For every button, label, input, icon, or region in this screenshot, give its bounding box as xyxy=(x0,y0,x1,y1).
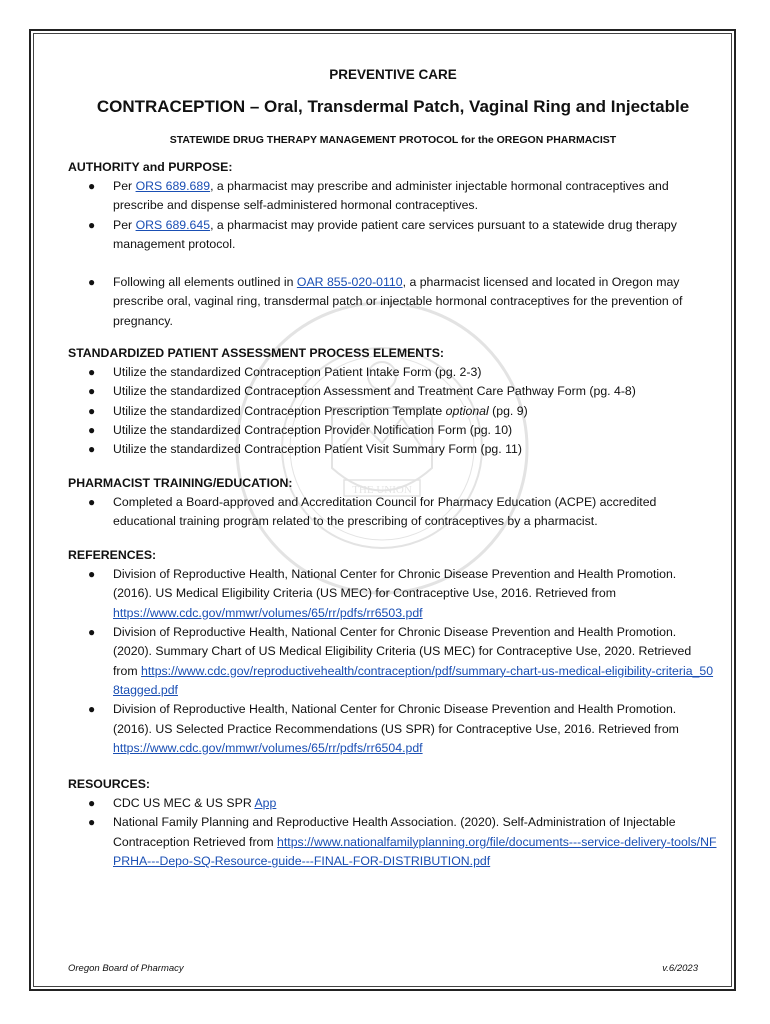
section-label: PREVENTIVE CARE xyxy=(329,67,457,82)
cdc-us-spr-link[interactable]: https://www.cdc.gov/mmwr/volumes/65/rr/pdfs/rr6504.pdf xyxy=(113,740,423,755)
list-item: ● Utilize the standardized Contraception Prescription Template optional (pg. 9) xyxy=(68,402,718,421)
document-subtitle: STATEWIDE DRUG THERAPY MANAGEMENT PROTOCOL for the OREGON PHARMACIST xyxy=(169,134,617,146)
cdc-us-mec-link[interactable]: https://www.cdc.gov/mmwr/volumes/65/rr/pdfs/rr6503.pdf xyxy=(113,605,423,620)
ors-689-645-link[interactable]: ORS 689.645 xyxy=(135,217,211,232)
list-item: ● National Family Planning and Reproductive Health Association. (2020). Self-Administration of Injectable Contraception Retrieved from https://www.nationalfamilyplanning.org/file/documents---service-delivery-tools/NFPRHA---Depo-SQ-Resource-guide---FINAL-FOR-DISTRIBUTION.pdf xyxy=(88,815,717,869)
references-list xyxy=(68,565,718,758)
list-item: ● Per ORS 689.645, a pharmacist may provide patient care services pursuant to a statewide drug therapy management protocol. xyxy=(88,217,677,251)
authority-list xyxy=(68,177,718,331)
assessment-heading: STANDARDIZED PATIENT ASSESSMENT PROCESS ELEMENTS: xyxy=(68,346,444,361)
list-item: ● CDC US MEC & US SPR App xyxy=(68,794,718,813)
bullet-icon: ● xyxy=(88,403,96,418)
seal-text: THE UNION xyxy=(352,484,412,496)
references-heading: REFERENCES: xyxy=(68,548,157,563)
training-heading: PHARMACIST TRAINING/EDUCATION: xyxy=(68,475,293,490)
bullet-icon: ● xyxy=(88,702,96,717)
page-footer xyxy=(68,963,698,974)
bullet-icon: ● xyxy=(88,365,96,380)
list-item: ● Utilize the standardized Contraception Patient Intake Form (pg. 2-3) xyxy=(68,363,718,382)
bullet-icon: ● xyxy=(88,422,96,437)
resources-heading: RESOURCES: xyxy=(68,777,150,792)
bullet-icon: ● xyxy=(88,384,96,399)
list-item: ● Utilize the standardized Contraception Provider Notification Form (pg. 10) xyxy=(68,421,718,440)
ors-689-689-link[interactable]: ORS 689.689 xyxy=(135,179,211,193)
bullet-icon: ● xyxy=(88,442,96,457)
bullet-icon: ● xyxy=(88,815,96,830)
training-list xyxy=(68,493,718,532)
authority-heading: AUTHORITY and PURPOSE: xyxy=(68,160,233,174)
bullet-icon: ● xyxy=(88,179,96,193)
nfprha-resource-link[interactable]: https://www.nationalfamilyplanning.org/file/documents---service-delivery-tools/NFPRHA---Depo-SQ-Resource-guide---FINAL-FOR-DISTRIBUTION.pdf xyxy=(113,834,717,869)
list-item: ● Utilize the standardized Contraception Patient Visit Summary Form (pg. 11) xyxy=(68,440,718,459)
bullet-icon: ● xyxy=(88,275,96,290)
list-item: ● Division of Reproductive Health, National Center for Chronic Disease Prevention and Health Promotion. (2016). US Medical Eligibility Criteria (US MEC) for Contraceptive Use, 2016. Retrieved from https://www.cdc.gov/mmwr/volumes/65/rr/pdfs/rr6503.pdf xyxy=(88,567,677,620)
footer-version: v.6/2023 xyxy=(662,963,698,974)
resources-list xyxy=(68,794,718,871)
document-body xyxy=(68,64,718,871)
bullet-icon: ● xyxy=(88,494,96,509)
bullet-icon: ● xyxy=(88,625,96,640)
assessment-list xyxy=(68,363,718,459)
document-title: CONTRACEPTION – Oral, Transdermal Patch, Vaginal Ring and Injectable xyxy=(96,97,690,116)
cdc-app-link[interactable]: App xyxy=(254,796,277,811)
list-item: ● Division of Reproductive Health, National Center for Chronic Disease Prevention and Health Promotion. (2016). US Selected Practice Recommendations (US SPR) for Contraceptive Use, 2016. Retrieved from https://www.cdc.gov/mmwr/volumes/65/rr/pdfs/rr6504.pdf xyxy=(88,702,679,755)
list-item: ● Utilize the standardized Contraception Assessment and Treatment Care Pathway Form (pg. 4-8) xyxy=(68,382,718,401)
list-item: ● Per ORS 689.689, a pharmacist may prescribe and administer injectable hormonal contraceptives and prescribe and dispense self-administered hormonal contraceptives. xyxy=(88,179,669,213)
bullet-icon: ● xyxy=(88,567,96,582)
cdc-summary-chart-link[interactable]: https://www.cdc.gov/reproductivehealth/contraception/pdf/summary-chart-us-medical-eligibility-criteria_508tagged.pdf xyxy=(113,663,714,697)
oar-855-020-0110-link[interactable]: OAR 855-020-0110 xyxy=(296,275,403,290)
bullet-icon: ● xyxy=(88,796,96,811)
list-item: ● Completed a Board-approved and Accreditation Council for Pharmacy Education (ACPE) accredited educational training program related to the prescribing of contraceptives by a pharmacist. xyxy=(88,494,657,528)
list-item: ● Division of Reproductive Health, National Center for Chronic Disease Prevention and Health Promotion. (2020). Summary Chart of US Medical Eligibility Criteria (US MEC) for Contraceptive Use, 2020. Retrieved from https://www.cdc.gov/reproductivehealth/contraception/pdf/summary-chart-us-medical-eligibility-criteria_508tagged.pdf xyxy=(88,625,714,697)
footer-organization: Oregon Board of Pharmacy xyxy=(68,963,184,974)
bullet-icon: ● xyxy=(88,217,96,232)
list-item: ● Following all elements outlined in OAR 855-020-0110, a pharmacist licensed and located in Oregon may prescribe oral, vaginal ring, transdermal patch or injectable hormonal contraceptives for the prevention of pregnancy. xyxy=(88,275,683,328)
